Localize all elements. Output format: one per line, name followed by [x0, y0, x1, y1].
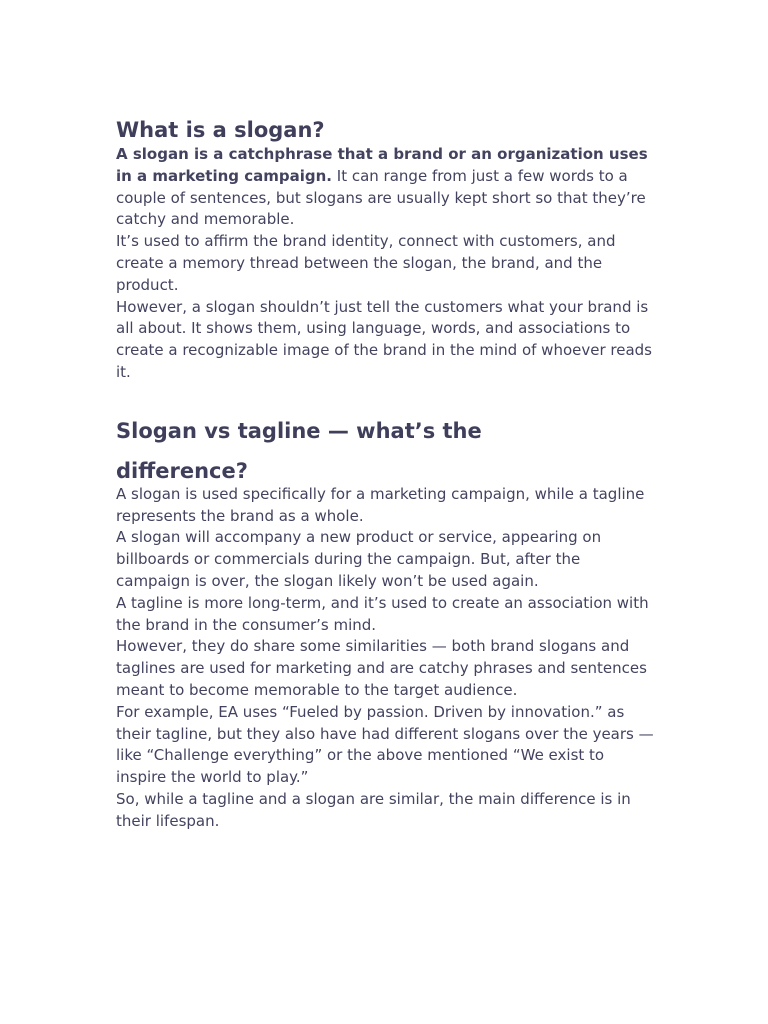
- definition-text: It can range from just a few words to a couple of sentences, but slogans are usually kept short so that they’re catchy and memorable.: [116, 166, 646, 229]
- paragraph-similarities: However, they do share some similarities — both brand slogans and taglines are used for marketing and are catchy phrases and sentences meant to become memorable to the target audience.: [116, 637, 647, 699]
- paragraph-purpose: It’s used to affirm the brand identity, connect with customers, and create a memory thread between the slogan, the brand, and the product.: [116, 232, 616, 294]
- heading-what-is-a-slogan: What is a slogan?: [116, 118, 325, 142]
- paragraph-long-term: A tagline is more long-term, and it’s used to create an association with the brand in the consumer’s mind.: [116, 593, 649, 634]
- paragraph-however: However, a slogan shouldn’t just tell the customers what your brand is all about. It shows them, using language, words, and associations to create a recognizable image of the brand in the mind of whoever reads it.: [116, 297, 653, 381]
- definition-bold-text: A slogan is a catchphrase that a brand or an organization uses in a marketing campaign.: [116, 145, 648, 185]
- heading-line-2: difference?: [116, 458, 248, 483]
- paragraph-accompany: A slogan will accompany a new product or service, appearing on billboards or commercials during the campaign. But, after the campaign is over, the slogan likely won’t be used again.: [116, 528, 602, 590]
- heading-line-1: Slogan vs tagline — what’s the: [116, 418, 482, 443]
- paragraph-conclusion: So, while a tagline and a slogan are similar, the main difference is in their lifespan.: [116, 789, 631, 830]
- heading-slogan-vs-tagline: [116, 404, 656, 484]
- paragraph-specific-use: A slogan is used specifically for a marketing campaign, while a tagline represents the brand as a whole.: [116, 484, 645, 525]
- article: [116, 116, 656, 833]
- paragraph-example: For example, EA uses “Fueled by passion. Driven by innovation.” as their tagline, but they also have had different slogans over the years — like “Challenge everything” or the above mentioned “We exist to inspire the world to play.”: [116, 702, 654, 787]
- paragraph-definition: [116, 144, 656, 231]
